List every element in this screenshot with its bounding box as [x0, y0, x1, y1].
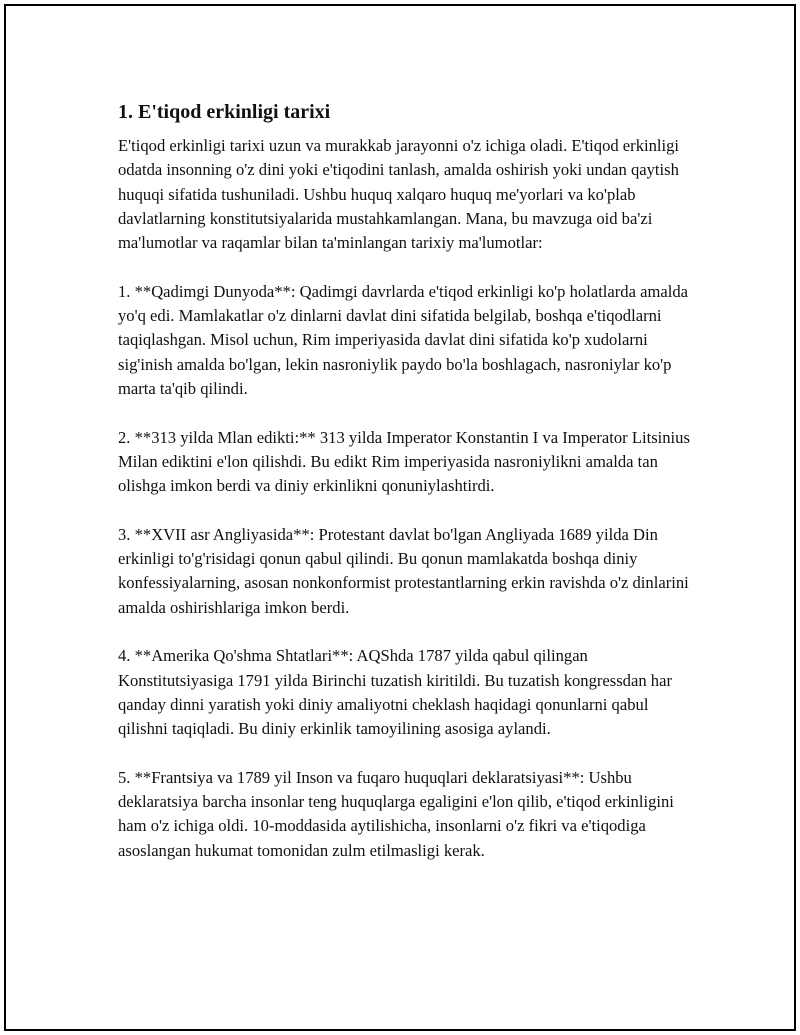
- list-item: 3. **XVII asr Angliyasida**: Protestant davlat bo'lgan Angliyada 1689 yilda Din erkinligi to'g'risidagi qonun qabul qilindi. Bu qonun mamlakatda boshqa diniy konfessiyalarning, asosan nonkonformist protestantlarning erkin ravishda o'z dinlarini amalda oshirishlariga imkon berdi.: [118, 524, 689, 617]
- document-title: 1. E'tiqod erkinligi tarixi: [118, 101, 331, 123]
- intro-paragraph: E'tiqod erkinligi tarixi uzun va murakkab jarayonni o'z ichiga oladi. E'tiqod erkinligi odatda insonning o'z dini yoki e'tiqodini tanlash, amalda oshirish yoki undan qaytish huquqi sifatida tushuniladi. Ushbu huquq xalqaro huquq me'yorlari va ko'plab davlatlarning konstitutsiyalarida mustahkamlangan. Mana, bu mavzuga oid ba'zi ma'lumotlar va raqamlar bilan ta'minlangan tarixiy ma'lumotlar:: [118, 136, 680, 253]
- page-frame: [4, 4, 796, 1031]
- document-body: [118, 98, 698, 887]
- list-item: 2. **313 yilda Mlan edikti:** 313 yilda Imperator Konstantin I va Imperator Litsinius Milan ediktini e'lon qilishdi. Bu edikt Rim imperiyasida nasroniylikni amalda tan olishga imkon berdi va diniy erkinlikni qonuniylashtirdi.: [118, 427, 690, 496]
- list-item: 4. **Amerika Qo'shma Shtatlari**: AQShda 1787 yilda qabul qilingan Konstitutsiyasiga 1791 yilda Birinchi tuzatish kiritildi. Bu tuzatish kongressdan har qanday dinni yaratish yoki diniy amaliyotni cheklash haqidagi qonunlarni qabul qilishni taqiqladi. Bu diniy erkinlik tamoyilining asosiga aylandi.: [118, 646, 672, 739]
- list-item: 1. **Qadimgi Dunyoda**: Qadimgi davrlarda e'tiqod erkinligi ko'p holatlarda amalda yo'q edi. Mamlakatlar o'z dinlarni davlat dini sifatida belgilab, boshqa e'tiqodlarni taqiqlashgan. Misol uchun, Rim imperiyasida davlat dini sifatida ko'p xudolarni sig'inish amalda bo'lgan, lekin nasroniylik paydo bo'la boshlagach, nasroniylar ko'p marta ta'qib qilindi.: [118, 281, 689, 398]
- list-item: 5. **Frantsiya va 1789 yil Inson va fuqaro huquqlari deklaratsiyasi**: Ushbu deklaratsiya barcha insonlar teng huquqlarga egaligini e'lon qilib, e'tiqod erkinligini ham o'z ichiga oldi. 10-moddasida aytilishicha, insonlarni o'z fikri va e'tiqodiga asoslangan hukumat tomonidan zulm etilmasligi kerak.: [118, 767, 674, 860]
